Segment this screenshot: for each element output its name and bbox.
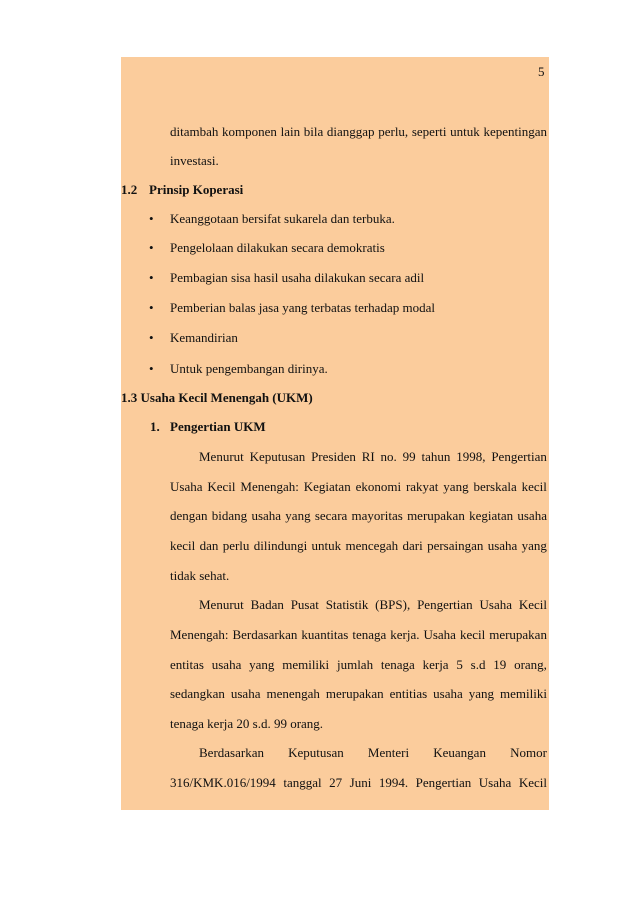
- word: Keputusan: [288, 745, 344, 760]
- word: dari: [402, 538, 423, 553]
- paragraph-line: [199, 597, 547, 613]
- word: 19: [493, 657, 507, 672]
- word: kegiatan: [469, 508, 514, 523]
- word: lain: [280, 124, 301, 139]
- word: Pengertian: [417, 597, 473, 612]
- word: yang: [468, 686, 495, 701]
- word: bila: [303, 124, 324, 139]
- list-item: Keanggotaan bersifat sukarela dan terbuka.: [170, 211, 395, 226]
- bullet-marker: •: [149, 211, 154, 226]
- word: usaha: [487, 538, 518, 553]
- word: Menurut: [199, 597, 244, 612]
- bullet-marker: •: [149, 300, 154, 315]
- word: Menengah:: [170, 627, 229, 642]
- list-item: Untuk pengembangan dirinya.: [170, 361, 328, 376]
- word: Statistik: [325, 597, 369, 612]
- page-number: 5: [538, 64, 545, 79]
- paragraph-line: [170, 538, 547, 554]
- paragraph-line: [170, 508, 547, 524]
- word: jumlah: [336, 657, 374, 672]
- word: komponen: [222, 124, 277, 139]
- word: Menengah:: [240, 479, 299, 494]
- word: ekonomi: [355, 479, 402, 494]
- word: orang,: [514, 657, 547, 672]
- paragraph-line: [170, 686, 547, 702]
- word: 99: [402, 449, 416, 464]
- word: yang: [521, 538, 547, 553]
- word: merupakan: [325, 686, 384, 701]
- word: tanggal: [283, 775, 322, 790]
- subsection-title: Pengertian UKM: [170, 419, 266, 434]
- word: kecil: [459, 627, 486, 642]
- word: Kecil: [518, 597, 547, 612]
- word: usaha: [251, 508, 282, 523]
- paragraph-line: tenaga kerja 20 s.d. 99 orang.: [170, 716, 324, 731]
- intro-line-2: investasi.: [170, 153, 219, 168]
- word: Berdasarkan: [232, 627, 298, 642]
- word: perlu: [222, 538, 250, 553]
- word: secara: [314, 508, 348, 523]
- word: Usaha: [478, 775, 512, 790]
- word: Badan: [250, 597, 284, 612]
- word: kerja: [422, 657, 449, 672]
- word: untuk: [450, 124, 480, 139]
- section-heading: 1.3 Usaha Kecil Menengah (UKM): [121, 390, 313, 405]
- word: dilindungi: [253, 538, 308, 553]
- word: kecil: [521, 479, 547, 494]
- paragraph-line: [170, 479, 547, 495]
- word: RI: [361, 449, 375, 464]
- word: mayoritas: [351, 508, 403, 523]
- word: ditambah: [170, 124, 219, 139]
- word: Berdasarkan: [199, 745, 264, 760]
- list-item: Pengelolaan dilakukan secara demokratis: [170, 240, 385, 255]
- word: dianggap: [326, 124, 375, 139]
- word: s.d: [470, 657, 486, 672]
- list-item: Kemandirian: [170, 330, 238, 345]
- word: mencegah: [345, 538, 399, 553]
- word: kepentingan: [483, 124, 547, 139]
- word: yang: [443, 479, 469, 494]
- word: Menteri: [367, 745, 410, 760]
- word: memiliki: [282, 657, 330, 672]
- word: Presiden: [311, 449, 356, 464]
- word: usaha: [517, 508, 547, 523]
- word: Keuangan: [433, 745, 486, 760]
- bullet-marker: •: [149, 330, 154, 345]
- paragraph-line: [199, 745, 547, 761]
- word: berskala: [473, 479, 517, 494]
- word: entitas: [170, 657, 204, 672]
- word: kerja.: [390, 627, 420, 642]
- word: Pengertian: [491, 449, 547, 464]
- word: usaha: [211, 657, 242, 672]
- word: seperti: [411, 124, 447, 139]
- word: bidang: [211, 508, 248, 523]
- word: sedangkan: [170, 686, 225, 701]
- bullet-marker: •: [149, 270, 154, 285]
- paragraph-line: [170, 775, 547, 791]
- word: dengan: [170, 508, 208, 523]
- section-number: 1.2: [121, 182, 138, 197]
- word: dan: [199, 538, 219, 553]
- paragraph-line: [199, 449, 547, 465]
- word: Pengertian: [415, 775, 472, 790]
- word: untuk: [311, 538, 342, 553]
- word: usaha: [433, 686, 463, 701]
- word: menengah: [266, 686, 320, 701]
- paragraph-line: [170, 627, 547, 643]
- word: no.: [380, 449, 397, 464]
- word: yang: [249, 657, 275, 672]
- word: merupakan: [489, 627, 547, 642]
- word: merupakan: [407, 508, 465, 523]
- word: memiliki: [500, 686, 547, 701]
- word: Kecil: [207, 479, 236, 494]
- word: 1994.: [378, 775, 409, 790]
- list-item: Pemberian balas jasa yang terbatas terhadap modal: [170, 300, 435, 315]
- word: Usaha: [423, 627, 456, 642]
- intro-line-1: [170, 124, 547, 140]
- word: 27: [329, 775, 343, 790]
- word: 5: [456, 657, 463, 672]
- word: persaingan: [427, 538, 484, 553]
- word: kuantitas: [301, 627, 349, 642]
- subsection-number: 1.: [150, 419, 160, 434]
- word: 316/KMK.016/1994: [170, 775, 276, 790]
- word: Keputusan: [249, 449, 306, 464]
- word: perlu,: [378, 124, 409, 139]
- word: (BPS),: [375, 597, 411, 612]
- word: Usaha: [479, 597, 512, 612]
- section-title: Prinsip Koperasi: [149, 182, 244, 197]
- word: Nomor: [510, 745, 547, 760]
- word: tenaga: [380, 657, 415, 672]
- list-item: Pembagian sisa hasil usaha dilakukan secara adil: [170, 270, 425, 285]
- word: Menurut: [199, 449, 244, 464]
- word: Juni: [349, 775, 372, 790]
- word: yang: [285, 508, 311, 523]
- word: entitias: [389, 686, 428, 701]
- word: Kegiatan: [303, 479, 351, 494]
- word: rakyat: [405, 479, 439, 494]
- bullet-marker: •: [149, 361, 154, 376]
- word: Kecil: [518, 775, 547, 790]
- word: 1998,: [456, 449, 486, 464]
- word: Usaha: [170, 479, 203, 494]
- word: usaha: [230, 686, 261, 701]
- bullet-marker: •: [149, 240, 154, 255]
- word: tahun: [421, 449, 451, 464]
- word: kecil: [170, 538, 196, 553]
- paragraph-line: tidak sehat.: [170, 568, 230, 583]
- word: tenaga: [352, 627, 387, 642]
- paragraph-line: [170, 657, 547, 673]
- word: Pusat: [290, 597, 319, 612]
